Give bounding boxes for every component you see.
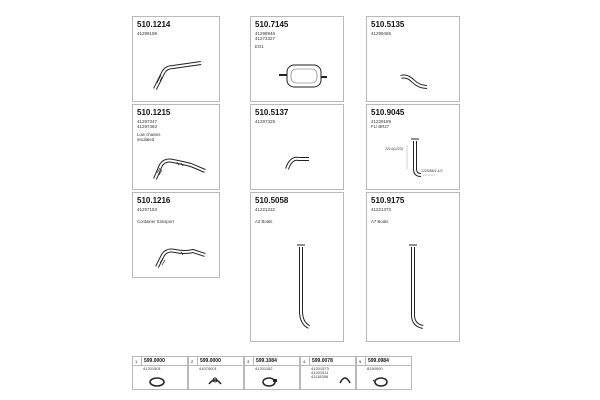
accessory-cell-3 bbox=[244, 356, 300, 390]
note: Low chassis bbox=[137, 132, 161, 137]
reference: 41221373 bbox=[371, 207, 392, 212]
exhaust-pipe-icon bbox=[367, 105, 461, 191]
part-number: 510.5058 bbox=[255, 196, 289, 205]
clamp-icon bbox=[259, 374, 279, 388]
reference: 41297463 bbox=[137, 124, 158, 129]
note: A2 Boats bbox=[255, 219, 273, 224]
part-cell-c8 bbox=[250, 192, 344, 342]
reference: 41201573 bbox=[311, 366, 329, 371]
exhaust-pipe-icon bbox=[133, 17, 221, 103]
note: FL/ BR27 bbox=[371, 124, 390, 129]
silencer-icon bbox=[251, 17, 345, 103]
part-cell-c9 bbox=[366, 192, 460, 342]
accessory-cell-4 bbox=[300, 356, 356, 390]
reference: 41297153 bbox=[137, 207, 158, 212]
reference: 41221232 bbox=[255, 207, 276, 212]
reference: 41297347 bbox=[137, 119, 158, 124]
exhaust-pipe-icon bbox=[133, 193, 221, 279]
divider bbox=[309, 357, 310, 365]
reference: 41229159 bbox=[371, 119, 392, 124]
part-number: 510.5137 bbox=[255, 108, 289, 117]
divider bbox=[141, 357, 142, 365]
note: EO1 bbox=[255, 44, 264, 49]
part-cell-c1 bbox=[132, 16, 220, 102]
item-index: 2 bbox=[191, 359, 194, 364]
part-number: 510.1214 bbox=[137, 20, 171, 29]
reference: 41299199 bbox=[137, 31, 158, 36]
reference: 41297329 bbox=[255, 119, 276, 124]
part-number: 599.0078 bbox=[312, 358, 333, 364]
part-number: 510.7145 bbox=[255, 20, 289, 29]
dimension-label: 1225/86/1.4/2 bbox=[421, 169, 443, 173]
part-number: 510.5135 bbox=[371, 20, 405, 29]
part-number: 510.1216 bbox=[137, 196, 171, 205]
accessory-cell-1 bbox=[132, 356, 188, 390]
accessory-cell-5 bbox=[356, 356, 412, 390]
part-number: 599.0000 bbox=[144, 358, 165, 364]
part-number: 510.9175 bbox=[371, 196, 405, 205]
reference: 41201501 bbox=[143, 366, 161, 371]
exhaust-pipe-icon bbox=[367, 193, 461, 343]
part-number: 510.9045 bbox=[371, 108, 405, 117]
item-index: 4 bbox=[303, 359, 306, 364]
part-number: 510.1215 bbox=[137, 108, 171, 117]
divider bbox=[357, 365, 411, 366]
reference: 41070001 bbox=[199, 366, 217, 371]
dimension-label: 2214(1223) bbox=[385, 147, 403, 151]
divider bbox=[253, 357, 254, 365]
note: A7 Boats bbox=[371, 219, 389, 224]
item-index: 5 bbox=[359, 359, 362, 364]
reference: 41272327 bbox=[255, 36, 276, 41]
clamp-icon bbox=[205, 374, 225, 388]
reference: 41201152 bbox=[255, 366, 273, 371]
part-number: 599.0984 bbox=[368, 358, 389, 364]
part-cell-c3 bbox=[366, 16, 460, 102]
reference: 41298946 bbox=[255, 31, 276, 36]
note: Container transport bbox=[137, 219, 174, 224]
part-cell-c5 bbox=[250, 104, 344, 190]
clamp-icon bbox=[337, 371, 353, 387]
exhaust-pipe-icon bbox=[133, 105, 221, 191]
clamp-icon bbox=[371, 374, 391, 388]
part-number: 599.1084 bbox=[256, 358, 277, 364]
part-cell-c4 bbox=[132, 104, 220, 190]
reference: 41299465 bbox=[371, 31, 392, 36]
reference: 8150000 bbox=[367, 366, 383, 371]
reference: 41118306 bbox=[311, 374, 329, 379]
note: insulated bbox=[137, 137, 155, 142]
accessory-cell-2 bbox=[188, 356, 244, 390]
item-index: 1 bbox=[135, 359, 138, 364]
item-index: 3 bbox=[247, 359, 250, 364]
clamp-icon bbox=[147, 374, 167, 388]
exhaust-pipe-icon bbox=[367, 17, 461, 103]
divider bbox=[197, 357, 198, 365]
part-cell-c2 bbox=[250, 16, 344, 102]
divider bbox=[365, 357, 366, 365]
exhaust-pipe-icon bbox=[251, 105, 345, 191]
exhaust-pipe-icon bbox=[251, 193, 345, 343]
part-number: 599.0000 bbox=[200, 358, 221, 364]
part-cell-c7 bbox=[132, 192, 220, 278]
part-cell-c6 bbox=[366, 104, 460, 190]
reference: 41201511 bbox=[311, 370, 329, 375]
